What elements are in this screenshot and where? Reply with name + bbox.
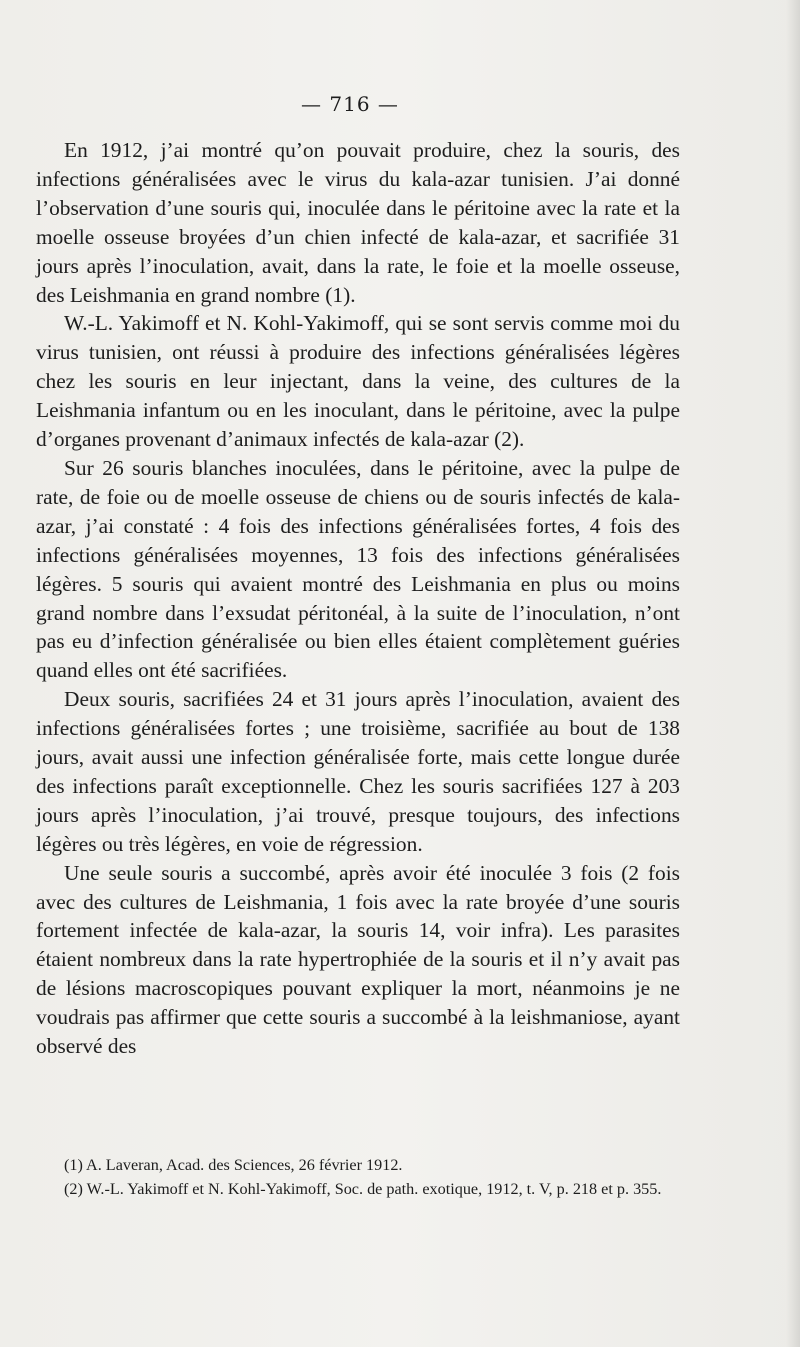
paragraph-4: Deux souris, sacrifiées 24 et 31 jours après l’inoculation, avaient des infections généralisées fortes ; une troisième, sacrifiée au bout de 138 jours, avait aussi une infection généralisée forte, mais cette longue durée des infections paraît exceptionnelle. Chez les souris sacrifiées 127 à 203 jours après l’inoculation, j’ai trouvé, presque toujours, des infections légères ou très légères, en voie de régression. — [36, 687, 680, 856]
paragraph-5: Une seule souris a succombé, après avoir été inoculée 3 fois (2 fois avec des cultures de Leishmania, 1 fois avec la rate broyée d’une souris fortement infectée de kala-azar, la souris 14, voir infra). Les parasites étaient nombreux dans la rate hypertrophiée de la souris et il n’y avait pas de lésions macroscopiques pouvant expliquer la mort, néanmoins je ne voudrais pas affirmer que cette souris a succombé à la leishmaniose, ayant observé des — [36, 860, 680, 1059]
footnotes — [36, 1153, 680, 1201]
paragraph-2: W.-L. Yakimoff et N. Kohl-Yakimoff, qui se sont servis comme moi du virus tunisien, ont réussi à produire des infections généralisées légères chez les souris en leur injectant, dans la veine, des cultures de la Leishmania infantum ou en les inoculant, dans le péritoine, avec la pulpe d’organes provenant d’animaux infectés de kala-azar (2). — [36, 311, 680, 452]
paragraph-3: Sur 26 souris blanches inoculées, dans le péritoine, avec la pulpe de rate, de foie ou de moelle osseuse de chiens ou de souris infectés de kala-azar, j’ai constaté : 4 fois des infections généralisées fortes, 4 fois des infections généralisées moyennes, 13 fois des infections généralisées légères. 5 souris qui avaient montré des Leishmania en plus ou moins grand nombre dans l’exsudat péritonéal, à la suite de l’inoculation, n’ont pas eu d’infection généralisée ou bien elles étaient complètement guéries quand elles ont été sacrifiées. — [36, 455, 680, 683]
footnote-2: (2) W.-L. Yakimoff et N. Kohl-Yakimoff, Soc. de path. exotique, 1912, t. V, p. 218 et p. 355. — [64, 1180, 662, 1198]
footnote-1: (1) A. Laveran, Acad. des Sciences, 26 février 1912. — [64, 1156, 403, 1174]
page-edge-shadow — [786, 0, 800, 1347]
page-number: — 716 — — [301, 92, 399, 116]
body-text — [36, 136, 680, 1061]
paragraph-1: En 1912, j’ai montré qu’on pouvait produire, chez la souris, des infections généralisées avec le virus du kala-azar tunisien. J’ai donné l’observation d’une souris qui, inoculée dans le péritoine avec la rate et la moelle osseuse broyées d’un chien infecté de kala-azar, et sacrifiée 31 jours après l’inoculation, avait, dans la rate, le foie et la moelle osseuse, des Leishmania en grand nombre (1). — [36, 138, 680, 307]
